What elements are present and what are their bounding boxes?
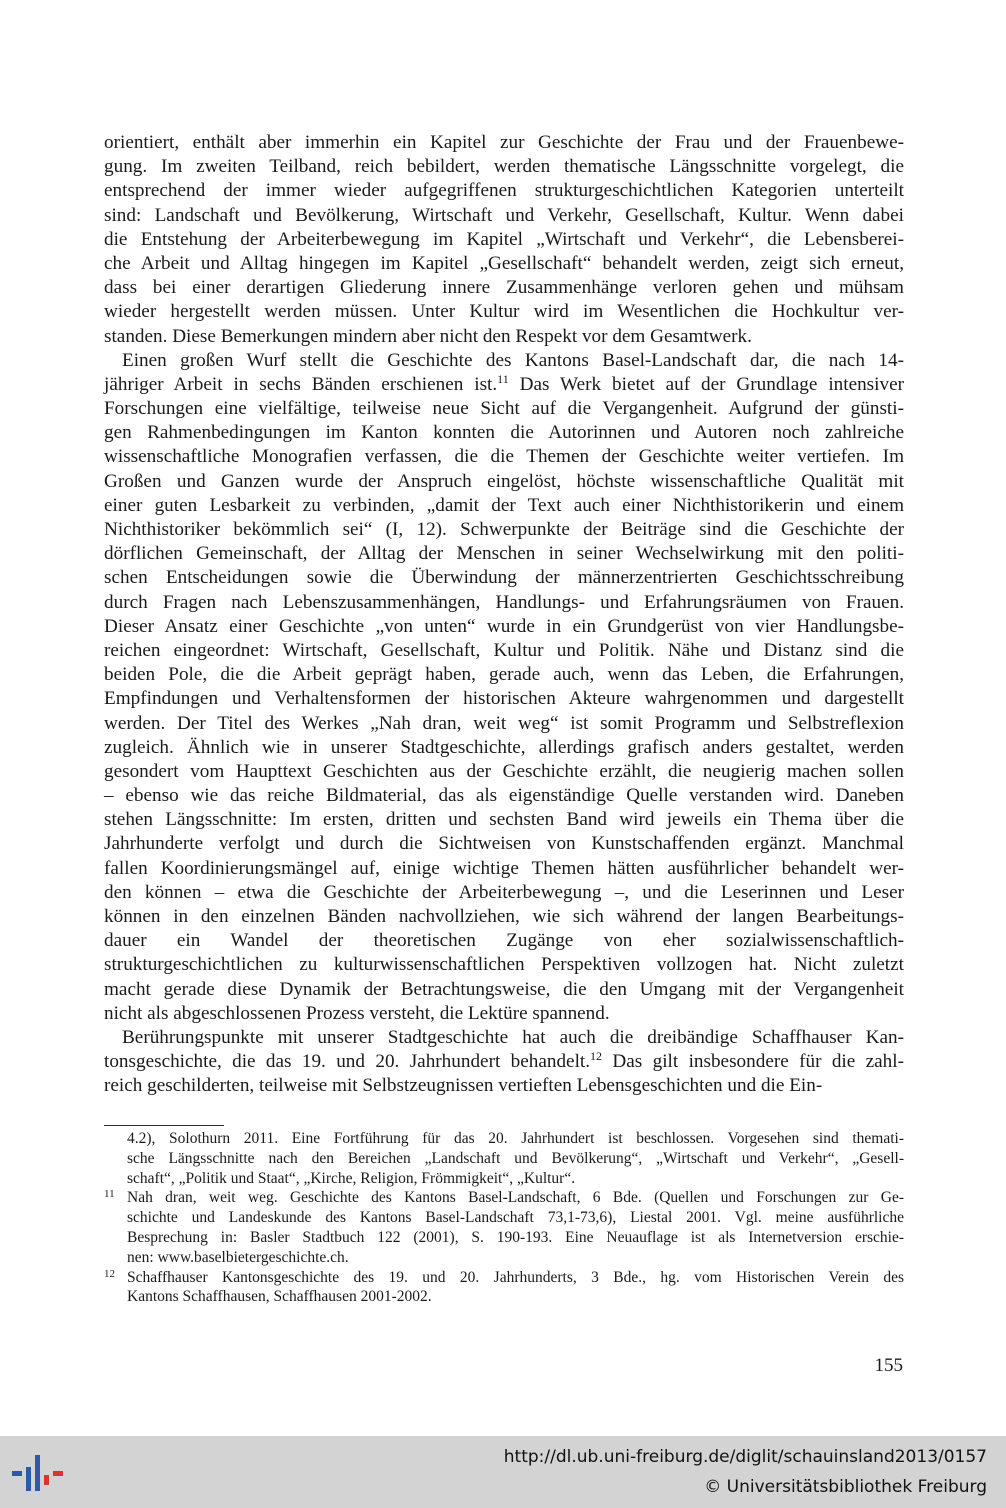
text-line [104, 591, 904, 615]
footnote-line [104, 1149, 904, 1169]
text-line [104, 470, 904, 494]
text-segment: gen Rahmenbedingungen im Kanton konnten die Autorinnen und Autoren noch zahlreiche [104, 422, 904, 444]
text-segment: gesondert vom Haupttext Geschichten aus der Geschichte erzählt, die neugierig machen sollen [104, 760, 904, 782]
footer-bar [0, 1436, 1006, 1508]
text-segment: che Arbeit und Alltag hingegen im Kapitel „Gesellschaft“ behandelt werden, zeigt sich erneut, [104, 252, 904, 274]
text-line [104, 494, 904, 518]
text-line [104, 276, 904, 300]
footnote-line [104, 1169, 904, 1189]
text-line [104, 131, 904, 155]
text-segment: wieder hergestellt werden müssen. Unter Kultur wird im Wesentlichen die Hochkultur ver- [104, 301, 904, 323]
text-segment: werden. Der Titel des Werkes „Nah dran, weit weg“ ist somit Programm und Selbstreflexion [104, 712, 904, 734]
text-line [104, 736, 904, 760]
copyright-notice: © Universitätsbibliothek Freiburg [704, 1477, 987, 1497]
text-line [104, 155, 904, 179]
text-line [104, 760, 904, 784]
footnote-text: schaft“, „Politik und Staat“, „Kirche, Religion, Frömmigkeit“, „Kultur“. [127, 1169, 576, 1187]
text-segment: strukturgeschichtlichen zu kulturwissenschaftlichen Perspektiven vollzogen hat. Nicht zuletzt [104, 954, 904, 976]
text-segment: wissenschaftliche Monografien verfassen, die die Themen der Geschichte weiter vertiefen. Im [104, 446, 904, 468]
text-segment: sind: Landschaft und Bevölkerung, Wirtschaft und Verkehr, Gesellschaft, Kultur. Wenn dabei [104, 204, 904, 226]
footnote-text: 4.2), Solothurn 2011. Eine Fortführung für das 20. Jahrhundert ist beschlossen. Vorgesehen sind themati- [127, 1130, 904, 1147]
university-library-logo-icon [10, 1453, 64, 1493]
text-line [104, 518, 904, 542]
text-segment: schen Entscheidungen sowie die Überwindung der männerzentrierten Geschichtsschreibung [104, 567, 904, 589]
text-segment: Großen und Ganzen wurde der Anspruch eingelöst, höchste wissenschaftliche Qualität mit [104, 470, 904, 492]
text-line [104, 929, 904, 953]
text-line [104, 712, 904, 736]
text-line [104, 421, 904, 445]
text-segment: dass bei einer derartigen Gliederung innere Zusammenhänge verloren gehen und mühsam [104, 277, 904, 299]
text-line [104, 615, 904, 639]
footnote-reference: 11 [497, 371, 509, 386]
text-line [104, 953, 904, 977]
text-segment: Dieser Ansatz einer Geschichte „von unten“ wurde in ein Grundgerüst von vier Handlungsbe- [104, 615, 904, 637]
text-segment: die Entstehung der Arbeiterbewegung im Kapitel „Wirtschaft und Verkehr“, die Lebensberei- [104, 228, 904, 250]
text-line [104, 808, 904, 832]
footnote-line [104, 1268, 904, 1288]
text-line [104, 905, 904, 929]
text-segment: macht gerade diese Dynamik der Betrachtungsweise, die den Umgang mit der Vergangenheit [104, 978, 904, 1000]
footnote-text: Kantons Schaffhausen, Schaffhausen 2001-2002. [127, 1288, 432, 1306]
text-segment: Empfindungen und Verhaltensformen der historischen Akteure wahrgenommen und dargestellt [104, 688, 904, 710]
text-segment: einer guten Lesbarkeit zu verbinden, „damit der Text auch einer Nichthistorikerin und einem [104, 494, 904, 516]
text-segment: dörflichen Gemeinschaft, der Alltag der Menschen in seiner Wechselwirkung mit den politi- [104, 543, 904, 565]
text-segment: Jahrhunderte verfolgt und durch die Sichtweisen von Kunstschaffenden ergänzt. Manchmal [104, 833, 904, 855]
text-segment: stehen Längsschnitte: Im ersten, dritten und sechsten Band wird jeweils ein Thema über die [104, 809, 904, 831]
text-line [104, 832, 904, 856]
text-segment: dauer ein Wandel der theoretischen Zugänge von eher sozialwissenschaftlich- [104, 930, 904, 952]
text-line [104, 881, 904, 905]
text-segment: nicht als abgeschlossenen Prozess versteht, die Lektüre spannend. [104, 1002, 610, 1024]
text-line [104, 1026, 904, 1050]
text-line [104, 325, 904, 349]
text-line [104, 978, 904, 1002]
text-line [104, 373, 904, 397]
footnote-line [104, 1248, 904, 1268]
text-line [104, 1050, 904, 1074]
text-segment: zugleich. Ähnlich wie in unserer Stadtgeschichte, allerdings grafisch anders gestaltet, werden [104, 736, 904, 758]
source-url-link[interactable]: http://dl.ub.uni-freiburg.de/diglit/schauinsland2013/0157 [503, 1447, 987, 1467]
text-line [104, 784, 904, 808]
text-line [104, 349, 904, 373]
text-line [104, 857, 904, 881]
body-text [104, 131, 904, 1099]
text-line [104, 228, 904, 252]
text-line [104, 566, 904, 590]
text-segment: – ebenso wie das reiche Bildmaterial, das als eigenständige Quelle verstanden wird. Daneben [104, 785, 904, 807]
text-line [104, 445, 904, 469]
footnote-text: Schaffhauser Kantonsgeschichte des 19. und 20. Jahrhunderts, 3 Bde., hg. vom Historischen Verein des [127, 1268, 904, 1286]
text-line [104, 639, 904, 663]
text-line [104, 300, 904, 324]
footnote-number: 12 [104, 1267, 115, 1280]
text-segment: tonsgeschichte, die das 19. und 20. Jahrhundert behandelt. [104, 1051, 591, 1073]
footnote-text: Nah dran, weit weg. Geschichte des Kantons Basel-Landschaft, 6 Bde. (Quellen und Forschungen zur Ge- [127, 1189, 904, 1207]
text-segment: Einen großen Wurf stellt die Geschichte des Kantons Basel-Landschaft dar, die nach 14- [122, 349, 904, 371]
text-segment: Das Werk bietet auf der Grundlage intensiver [508, 373, 904, 395]
text-segment: Forschungen eine vielfältige, teilweise neue Sicht auf die Vergangenheit. Aufgrund der günsti- [104, 398, 904, 420]
text-segment: können in den einzelnen Bänden nachvollziehen, wie sich während der langen Bearbeitungs- [104, 906, 904, 927]
text-segment: Berührungspunkte mit unserer Stadtgeschichte hat auch die dreibändige Schaffhauser Kan- [122, 1026, 904, 1048]
text-line [104, 663, 904, 687]
text-segment: reichen eingeordnet: Wirtschaft, Gesellschaft, Kultur und Politik. Nähe und Distanz sind die [104, 639, 904, 661]
footnotes [104, 1129, 904, 1307]
text-segment: gung. Im zweiten Teilband, reich bebildert, werden thematische Längsschnitte vorgelegt, die [104, 156, 904, 178]
footnote-text: sche Längsschnitte nach den Bereichen „Landschaft und Bevölkerung“, „Wirtschaft und Verkehr“, „Gesell- [127, 1149, 904, 1167]
text-segment: standen. Diese Bemerkungen mindern aber nicht den Respekt vor dem Gesamtwerk. [104, 325, 752, 347]
footnote-line [104, 1287, 904, 1307]
footnote-number: 11 [104, 1188, 115, 1201]
page-number: 155 [874, 1355, 903, 1376]
footnote-text: schichte und Landeskunde des Kantons Basel-Landschaft 73,1-73,6), Liestal 2001. Vgl. meine ausführliche [127, 1209, 904, 1227]
footnote-text: nen: www.baselbietergeschichte.ch. [127, 1248, 349, 1266]
footnote-line [104, 1188, 904, 1208]
text-line [104, 179, 904, 203]
text-segment: entsprechend der immer wieder aufgegriffenen strukturgeschichtlichen Kategorien unterteilt [104, 180, 904, 202]
text-segment: Das gilt insbesondere für die zahl- [602, 1051, 904, 1073]
text-line [104, 1074, 904, 1098]
text-segment: den können – etwa die Geschichte der Arbeiterbewegung –, und die Leserinnen und Leser [104, 881, 904, 903]
text-line [104, 252, 904, 276]
footnote-separator [104, 1125, 224, 1126]
footnote-line [104, 1208, 904, 1228]
text-line [104, 542, 904, 566]
text-segment: beiden Pole, die die Arbeit geprägt haben, gerade auch, wenn das Leben, die Erfahrungen, [104, 664, 904, 686]
text-segment: fallen Koordinierungsmängel auf, einige wichtige Themen hätten ausführlicher behandelt wer- [104, 857, 904, 879]
text-line [104, 397, 904, 421]
text-line [104, 687, 904, 711]
text-segment: orientiert, enthält aber immerhin ein Kapitel zur Geschichte der Frau und der Frauenbewe- [104, 132, 904, 153]
text-segment: Nichthistoriker bekömmlich sei“ (I, 12). Schwerpunkte der Beiträge sind die Geschichte der [104, 519, 904, 540]
footnote-line [104, 1129, 904, 1149]
footnote-reference: 12 [590, 1049, 603, 1064]
text-segment: jähriger Arbeit in sechs Bänden erschienen ist. [104, 373, 498, 395]
text-segment: reich geschilderten, teilweise mit Selbstzeugnissen vertieften Lebensgeschichten und die Ein- [104, 1075, 823, 1097]
footnote-line [104, 1228, 904, 1248]
text-line [104, 1002, 904, 1026]
footnote-text: Besprechung in: Basler Stadtbuch 122 (2001), S. 190-193. Eine Neuauflage ist als Internetversion erschie- [127, 1228, 904, 1246]
text-line [104, 204, 904, 228]
text-segment: durch Fragen nach Lebenszusammenhängen, Handlungs- und Erfahrungsräumen von Frauen. [104, 591, 904, 613]
